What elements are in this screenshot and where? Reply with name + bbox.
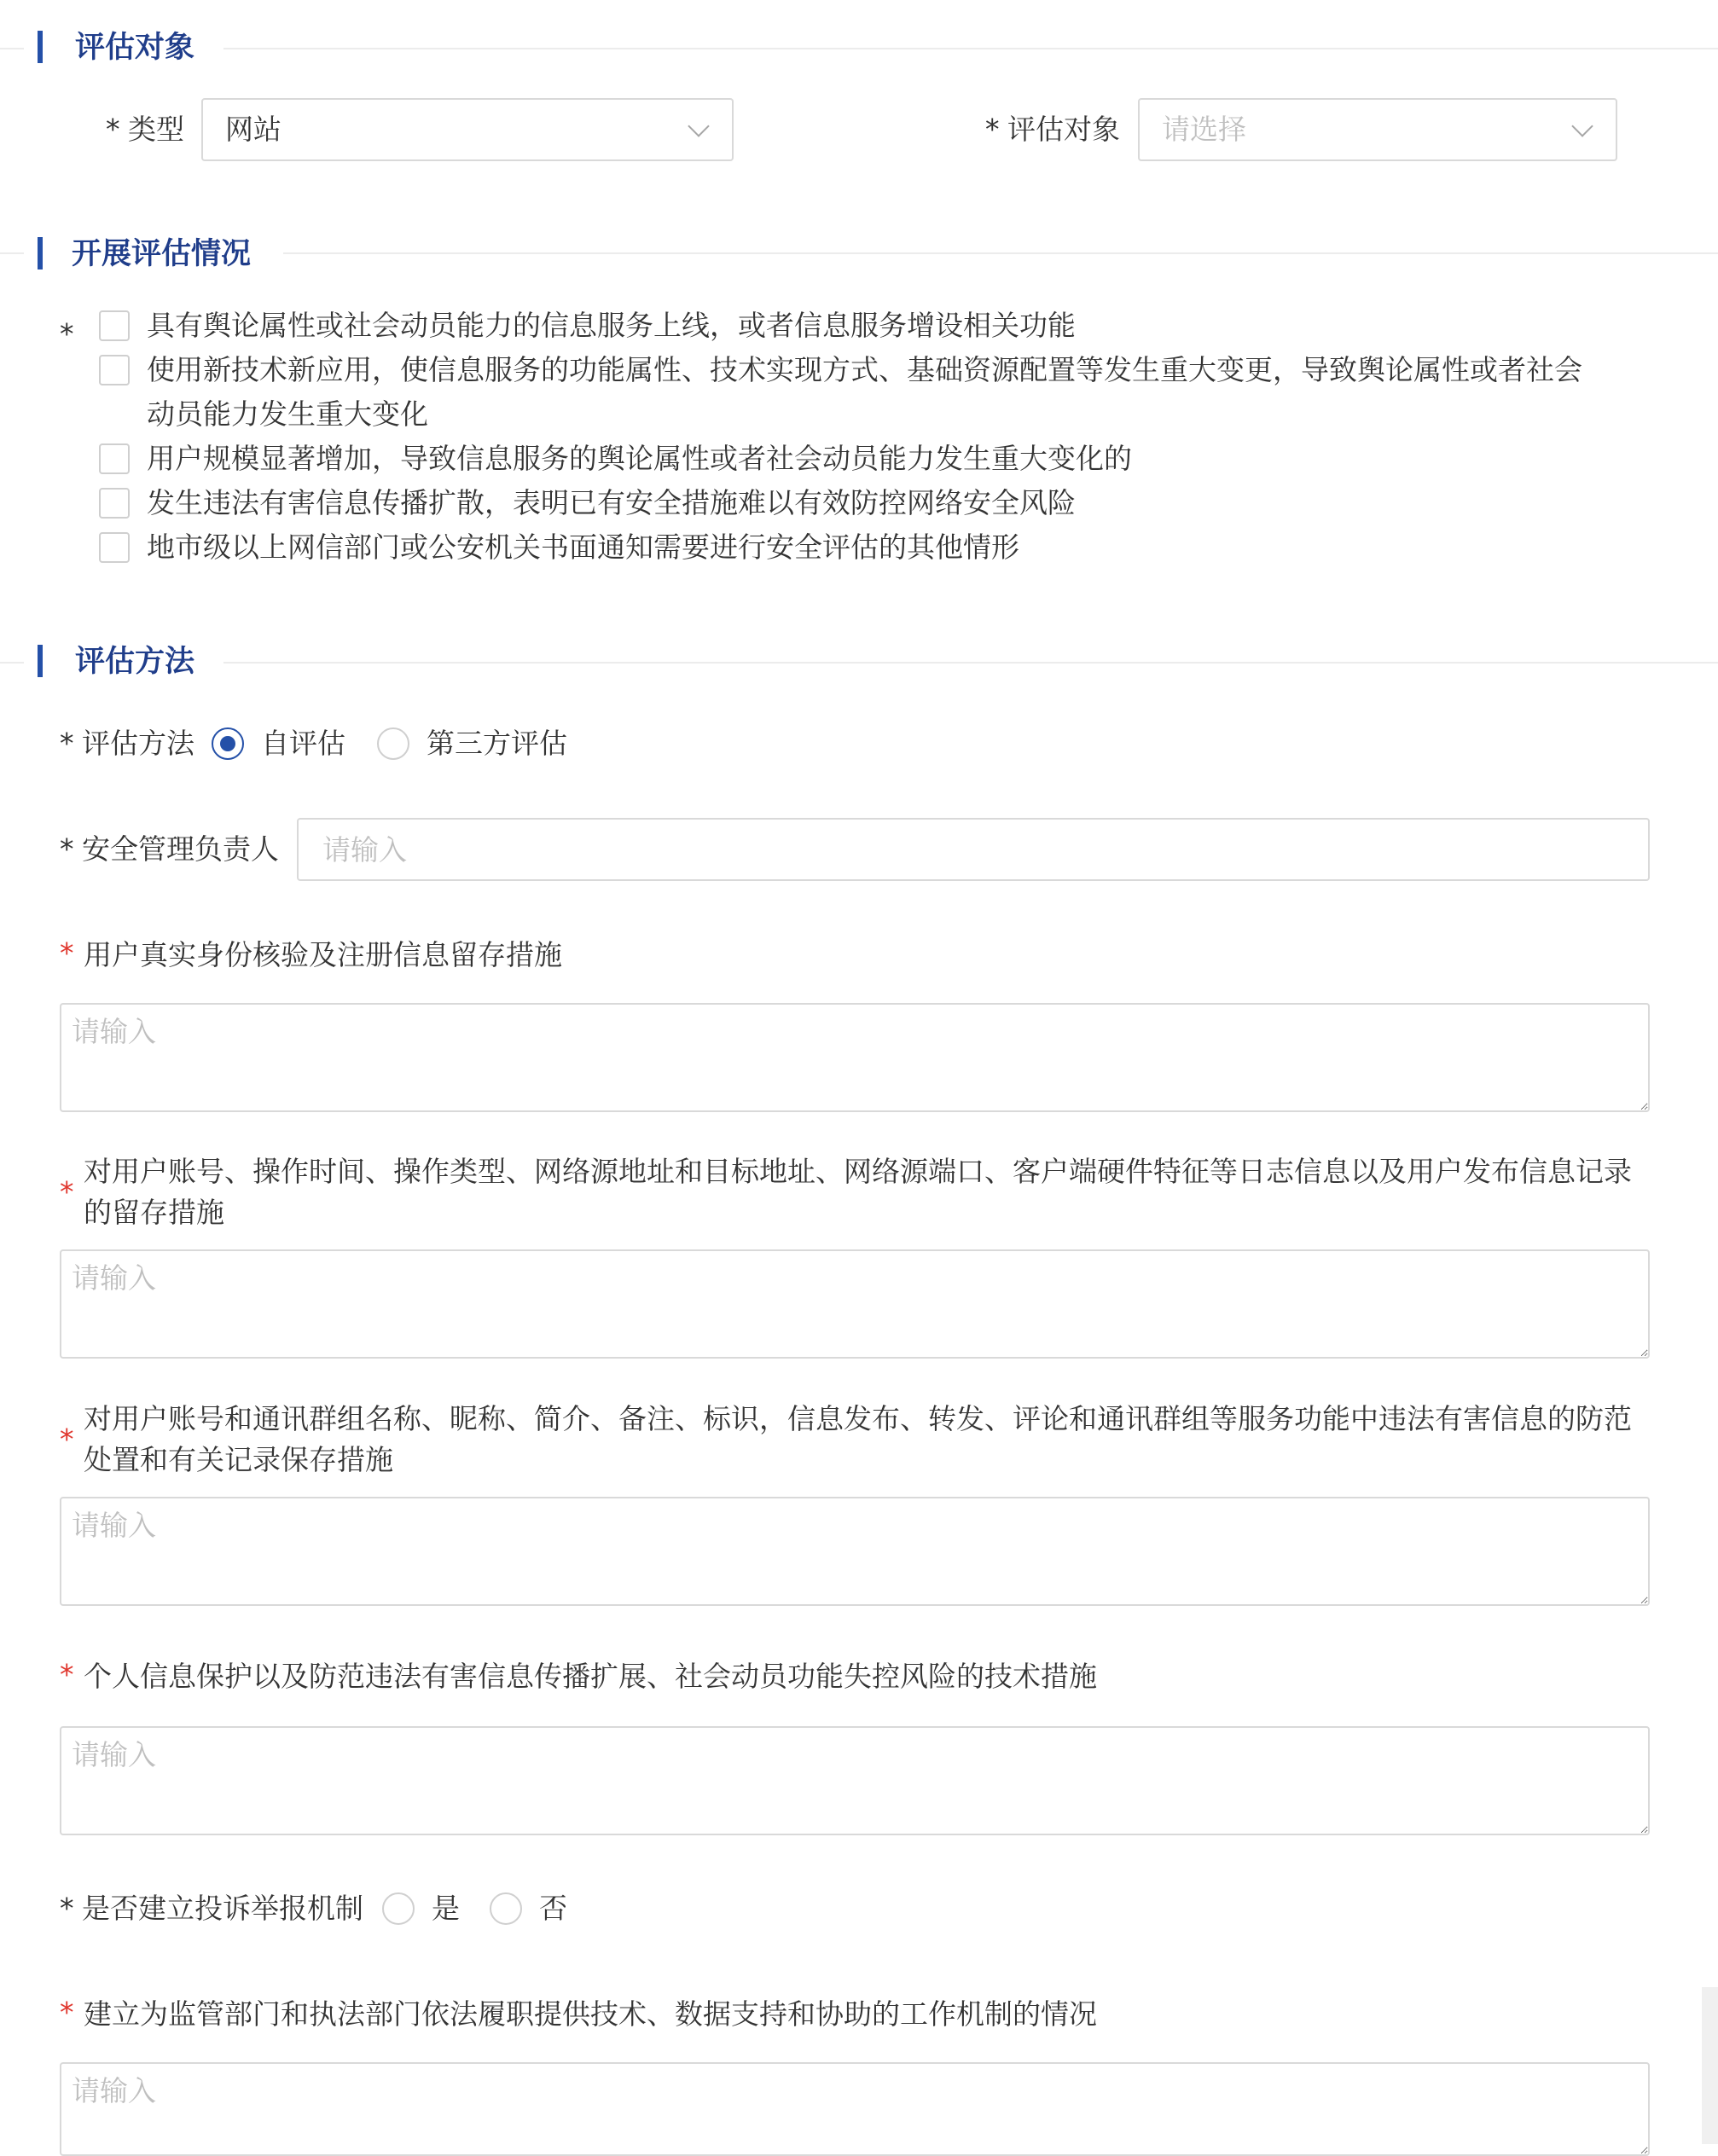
type-label: 类型	[128, 113, 184, 146]
target-select[interactable]	[1138, 98, 1617, 161]
q2-label-cont: 的留存措施	[84, 1196, 224, 1229]
q5-textarea[interactable]	[60, 2062, 1650, 2156]
radio-complaint-no-label: 否	[539, 1892, 567, 1925]
q3-textarea[interactable]	[60, 1497, 1650, 1606]
section-accent-bar	[38, 645, 43, 677]
section-divider-left	[0, 662, 24, 664]
q3-label: 对用户账号和通讯群组名称、昵称、简介、备注、标识，信息发布、转发、评论和通讯群组等服务功能中违法有害信息的防范	[84, 1402, 1632, 1435]
method-label: 评估方法	[82, 727, 194, 760]
checkbox-option-4[interactable]	[99, 488, 130, 519]
q4-label: 个人信息保护以及防范违法有害信息传播扩展、社会动员功能失控风险的技术措施	[84, 1660, 1097, 1693]
type-select-value: 网站	[225, 113, 281, 146]
option-3-label: 用户规模显著增加，导致信息服务的舆论属性或者社会动员能力发生重大变化的	[147, 442, 1132, 475]
radio-self-assessment-label: 自评估	[261, 727, 345, 760]
checkbox-option-5[interactable]	[99, 532, 130, 563]
q5-label: 建立为监管部门和执法部门依法履职提供技术、数据支持和协助的工作机制的情况	[84, 1997, 1097, 2031]
section-divider	[223, 662, 1718, 664]
section-title-target: 评估对象	[75, 31, 195, 65]
required-mark: *	[60, 1423, 74, 1456]
radio-complaint-no[interactable]	[490, 1892, 522, 1925]
required-mark: *	[60, 1996, 74, 2029]
required-mark: *	[60, 1658, 74, 1691]
q3-label-cont: 处置和有关记录保存措施	[84, 1443, 393, 1476]
required-mark: *	[60, 727, 74, 760]
required-mark: *	[60, 317, 74, 351]
option-2-label: 使用新技术新应用，使信息服务的功能属性、技术实现方式、基础资源配置等发生重大变更，导致舆论属性或者社会	[147, 353, 1582, 386]
required-mark: *	[60, 1175, 74, 1208]
section-accent-bar	[38, 237, 43, 270]
complaint-label: 是否建立投诉举报机制	[82, 1892, 363, 1925]
section-title-situation: 开展评估情况	[72, 237, 252, 271]
checkbox-option-1[interactable]	[99, 310, 130, 341]
target-select-placeholder: 请选择	[1162, 113, 1246, 146]
option-5-label: 地市级以上网信部门或公安机关书面通知需要进行安全评估的其他情形	[147, 530, 1019, 564]
checkbox-option-2[interactable]	[99, 355, 130, 385]
radio-complaint-yes-label: 是	[432, 1892, 460, 1925]
required-mark: *	[60, 1892, 74, 1925]
q2-label: 对用户账号、操作时间、操作类型、网络源地址和目标地址、网络源端口、客户端硬件特征等日志信息以及用户发布信息记录	[84, 1155, 1632, 1188]
option-4-label: 发生违法有害信息传播扩散，表明已有安全措施难以有效防控网络安全风险	[147, 486, 1076, 519]
chevron-down-icon	[1571, 115, 1593, 136]
section-title-method: 评估方法	[75, 645, 195, 679]
scrollbar-track[interactable]	[1702, 1987, 1718, 2144]
option-2-label-cont: 动员能力发生重大变化	[147, 397, 428, 431]
q1-textarea[interactable]	[60, 1003, 1650, 1112]
q1-label: 用户真实身份核验及注册信息留存措施	[84, 938, 562, 971]
q4-textarea[interactable]	[60, 1726, 1650, 1835]
manager-label: 安全管理负责人	[82, 832, 279, 866]
section-accent-bar	[38, 31, 43, 63]
section-divider-left	[0, 252, 24, 254]
required-mark: *	[60, 936, 74, 970]
chevron-down-icon	[688, 115, 709, 136]
radio-third-party-label: 第三方评估	[427, 727, 567, 760]
section-divider-left	[0, 48, 24, 49]
radio-complaint-yes[interactable]	[382, 1892, 415, 1925]
q2-textarea[interactable]	[60, 1249, 1650, 1359]
required-mark: *	[60, 832, 74, 866]
manager-input[interactable]	[297, 818, 1650, 881]
option-1-label: 具有舆论属性或社会动员能力的信息服务上线，或者信息服务增设相关功能	[147, 309, 1076, 342]
radio-self-assessment[interactable]	[212, 727, 244, 760]
radio-third-party-assessment[interactable]	[377, 727, 409, 760]
target-label: 评估对象	[1007, 113, 1120, 146]
type-select[interactable]	[201, 98, 734, 161]
required-mark: *	[106, 113, 120, 146]
section-divider	[283, 252, 1718, 254]
checkbox-option-3[interactable]	[99, 443, 130, 474]
required-mark: *	[985, 113, 1000, 146]
section-divider	[223, 48, 1718, 49]
